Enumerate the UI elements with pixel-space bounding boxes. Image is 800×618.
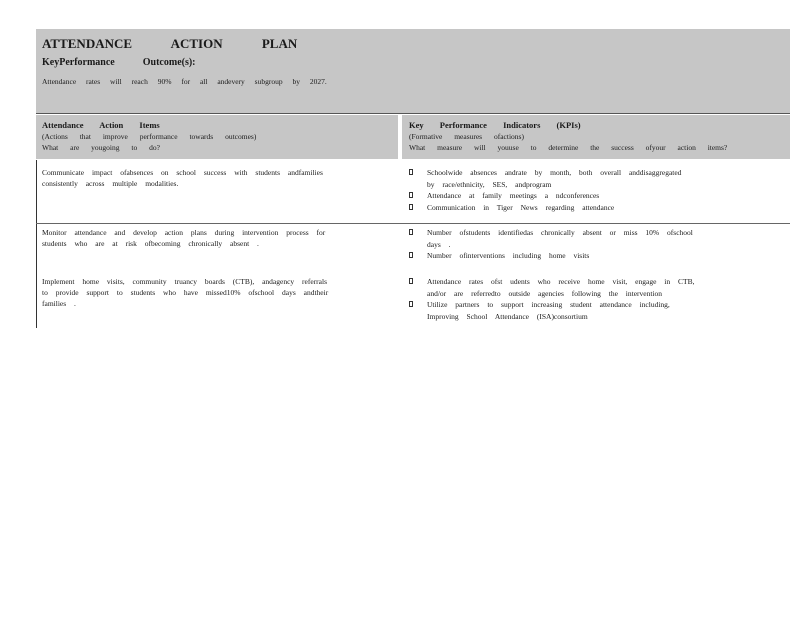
kpi-line: Number ofinterventions including home visits <box>427 251 590 260</box>
kpi-list <box>427 167 681 213</box>
bullet-icon <box>409 252 413 258</box>
action-item <box>42 167 323 189</box>
kpi-subtitle: (Formative measures ofactions) <box>409 132 524 141</box>
kpi-item <box>427 202 681 214</box>
divider <box>36 113 790 114</box>
kpi-line: Attendance rates ofst udents who receive home visit, engage in CTB, <box>427 277 695 286</box>
kpi-question: What measure will youuse to determine the success ofyour action items? <box>409 143 728 152</box>
kpi-line: and/or are referredto outside agencies following the intervention <box>427 288 663 298</box>
bullet-icon <box>409 301 413 307</box>
action-line: consistently across multiple modalities. <box>42 179 179 188</box>
kpi-list <box>427 227 693 262</box>
action-items-question: What are yougoing to do? <box>42 143 160 152</box>
kpi-item <box>427 276 694 299</box>
left-border <box>36 160 37 328</box>
kpi-line: Communication in Tiger News regarding attendance <box>427 202 615 212</box>
kpi-line: Utilize partners to support increasing student attendance including, <box>427 300 670 309</box>
action-line: students who are at risk ofbecoming chronically absent . <box>42 239 259 248</box>
kpi-title: Key Performance Indicators (KPIs) <box>409 120 581 130</box>
kpi-item <box>427 227 693 250</box>
action-line: Implement home visits, community truancy boards (CTB), andagency referrals <box>42 277 328 286</box>
bullet-icon <box>409 229 413 235</box>
page-title: ATTENDANCE ACTION PLAN <box>42 36 298 51</box>
kpo-label-b: Outcome(s): <box>142 57 196 68</box>
kpi-line: Attendance at family meetings a ndconferences <box>427 191 600 200</box>
kpi-line: Schoolwide absences andrate by month, both overall anddisaggregated <box>427 168 682 177</box>
kpi-item <box>427 250 693 262</box>
action-items-title: Attendance Action Items <box>42 120 160 130</box>
bullet-icon <box>409 204 413 210</box>
action-item <box>42 227 325 249</box>
kpo-label-a: KeyPerformance <box>42 57 115 68</box>
kpi-item <box>427 299 694 322</box>
kpi-line: Improving School Attendance (ISA)consortium <box>427 311 588 321</box>
action-items-subtitle: (Actions that improve performance towards outcomes) <box>42 132 257 141</box>
kpi-item <box>427 190 681 202</box>
kpi-line: days . <box>427 239 451 249</box>
kpi-line: by race/ethnicity, SES, andprogram <box>427 179 552 189</box>
kpi-item <box>427 167 681 190</box>
action-line: Monitor attendance and develop action plans during intervention process for <box>42 228 326 237</box>
action-line: families . <box>42 299 76 308</box>
bullet-icon <box>409 278 413 284</box>
kpi-list <box>427 276 694 322</box>
action-line: Communicate impact ofabsences on school success with students andfamilies <box>42 168 323 177</box>
row-divider <box>36 223 790 224</box>
bullet-icon <box>409 192 413 198</box>
kpi-line: Number ofstudents identifiedas chronically absent or miss 10% ofschool <box>427 228 693 237</box>
action-line: to provide support to students who have missed10% ofschool days andtheir <box>42 288 329 297</box>
key-performance-outcomes-label <box>42 57 196 68</box>
outcome-text: Attendance rates will reach 90% for all andevery subgroup by 2027. <box>42 77 327 86</box>
action-item <box>42 276 328 309</box>
bullet-icon <box>409 169 413 175</box>
